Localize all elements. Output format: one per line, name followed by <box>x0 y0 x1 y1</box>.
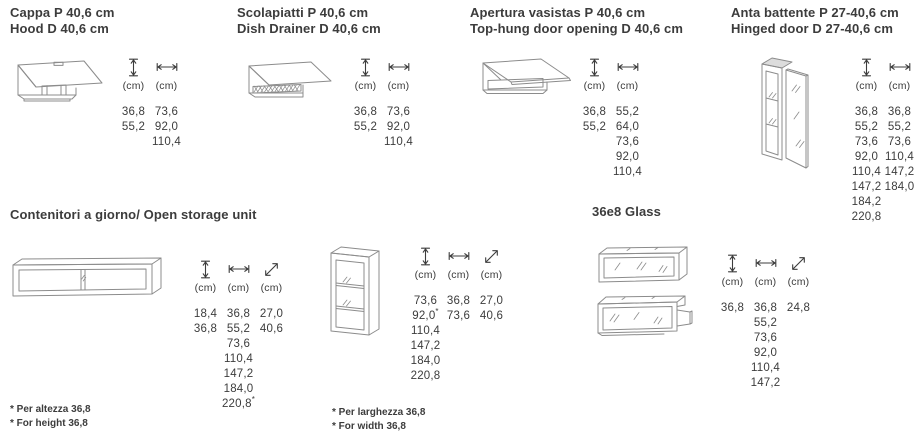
dimension-value: 36,8 <box>446 295 471 307</box>
dimension-values <box>885 105 915 195</box>
dimension-value: 73,6 <box>446 310 471 322</box>
dimension-value: 220,8 <box>410 370 441 382</box>
title-cappa-en: Hood D 40,6 cm <box>10 21 109 36</box>
dimension-column-depth <box>782 253 815 391</box>
dimension-column-height <box>716 253 749 391</box>
dimension-value: 110,4 <box>852 166 881 178</box>
hood-wall-unit-drawing <box>14 55 106 103</box>
unit-label: (cm) <box>888 80 911 92</box>
footnote-height <box>10 403 91 431</box>
dimension-value: 36,8 <box>887 106 912 118</box>
dimension-values <box>852 105 882 225</box>
unit-label: (cm) <box>155 80 178 92</box>
unit-label: (cm) <box>754 276 777 288</box>
height-arrow-icon <box>588 57 601 77</box>
dimension-value: 110,4 <box>152 136 181 148</box>
height-arrow-icon <box>127 57 140 77</box>
dimension-column-height <box>578 57 611 180</box>
dimension-value: 27,0 <box>479 295 504 307</box>
depth-arrow-icon <box>263 259 280 279</box>
dimension-values <box>411 294 441 384</box>
dimension-value: 36,8 <box>582 106 607 118</box>
unit-label: (cm) <box>447 269 470 281</box>
width-arrow-icon <box>448 246 470 266</box>
vertical-open-storage-unit-drawing <box>328 245 385 340</box>
dimension-value: 147,2 <box>410 340 441 352</box>
dimension-value: 110,4 <box>751 362 780 374</box>
dimension-column-height <box>117 57 150 150</box>
dimension-value: 110,4 <box>885 151 914 163</box>
dimension-column-width <box>749 253 782 391</box>
dimension-column-width <box>382 57 415 150</box>
scolapiatti-dimension-table <box>349 57 415 150</box>
width-arrow-icon <box>388 57 410 77</box>
dimension-values <box>447 294 470 324</box>
unit-label: (cm) <box>122 80 145 92</box>
glass-dimension-table <box>716 253 815 391</box>
unit-label: (cm) <box>480 269 503 281</box>
section-title-anta-battente <box>731 5 899 37</box>
width-arrow-icon <box>228 259 250 279</box>
footnote-height-it: * Per altezza 36,8 <box>10 404 91 415</box>
dimension-value: 36,8 <box>753 302 778 314</box>
title-open-storage: Contenitori a giorno/ Open storage unit <box>10 207 257 222</box>
dimension-column-depth <box>255 259 288 412</box>
anta-battente-dimension-table <box>850 57 916 225</box>
dimension-column-height <box>850 57 883 225</box>
dimension-value: 73,6 <box>154 106 179 118</box>
vasistas-dimension-table <box>578 57 644 180</box>
depth-arrow-icon <box>483 246 500 266</box>
open-storage-vertical-dimension-table <box>409 246 508 384</box>
width-arrow-icon <box>156 57 178 77</box>
dimension-value: 36,8 <box>353 106 378 118</box>
dimension-column-width <box>150 57 183 150</box>
dimension-value: 55,2 <box>226 323 251 335</box>
unit-label: (cm) <box>414 269 437 281</box>
dimension-column-height <box>349 57 382 150</box>
dish-drainer-wall-unit-drawing <box>245 57 335 99</box>
title-vasistas-en: Top-hung door opening D 40,6 cm <box>470 21 684 36</box>
section-title-vasistas <box>470 5 683 37</box>
dimension-value: 55,2 <box>121 121 146 133</box>
dimension-value: 110,4 <box>384 136 413 148</box>
dimension-value: 36,8 <box>226 308 251 320</box>
dimension-column-height <box>189 259 222 412</box>
dimension-value: 110,4 <box>411 325 440 337</box>
height-arrow-icon <box>860 57 873 77</box>
dimension-values <box>152 105 181 150</box>
dimension-value: 184,2 <box>851 196 882 208</box>
unit-label: (cm) <box>260 282 283 294</box>
unit-label: (cm) <box>194 282 217 294</box>
dimension-value: 36,8 <box>193 323 218 335</box>
dimension-value: 40,6 <box>479 310 504 322</box>
dimension-values <box>260 307 283 337</box>
dimension-value: 55,2 <box>615 106 640 118</box>
dimension-column-width <box>611 57 644 180</box>
title-scolapiatti-it: Scolapiatti P 40,6 cm <box>237 5 369 20</box>
dimension-value: 92,0 <box>753 347 778 359</box>
dimension-value: 110,4 <box>613 166 642 178</box>
dimension-value: 92,0 <box>386 121 411 133</box>
title-cappa-it: Cappa P 40,6 cm <box>10 5 115 20</box>
section-title-open-storage <box>10 207 257 223</box>
width-arrow-icon <box>889 57 911 77</box>
dimension-value: 55,2 <box>582 121 607 133</box>
dimension-values <box>787 301 810 316</box>
dimension-value: 73,6 <box>615 136 640 148</box>
top-hung-door-wall-unit-drawing <box>479 56 572 96</box>
dimension-value: 36,8 <box>854 106 879 118</box>
height-arrow-icon <box>199 259 212 279</box>
dimension-value: 92,0 <box>154 121 179 133</box>
unit-label: (cm) <box>787 276 810 288</box>
dimension-values <box>583 105 606 135</box>
footnote-width <box>332 406 425 434</box>
dimension-values <box>751 301 781 391</box>
dimension-value: 184,0 <box>223 383 254 395</box>
dimension-value: 110,4 <box>224 353 253 365</box>
dimension-value: 27,0 <box>259 308 284 320</box>
dimension-column-width <box>222 259 255 412</box>
dimension-value: 73,6 <box>386 106 411 118</box>
title-anta-en: Hinged door D 27-40,6 cm <box>731 21 894 36</box>
footnote-height-en: * For height 36,8 <box>10 418 88 429</box>
dimension-value: 220,8 <box>851 211 882 223</box>
section-title-cappa <box>10 5 115 37</box>
dimension-value: 73,6 <box>887 136 912 148</box>
glass-stepped-wall-unit-drawing <box>596 293 693 337</box>
dimension-values <box>222 307 255 412</box>
unit-label: (cm) <box>616 80 639 92</box>
unit-label: (cm) <box>721 276 744 288</box>
dimension-value: 55,2 <box>753 317 778 329</box>
dimension-value: 73,6 <box>226 338 251 350</box>
dimension-value: 36,8 <box>720 302 745 314</box>
dimension-values <box>194 307 217 337</box>
footnote-width-it: * Per larghezza 36,8 <box>332 407 426 418</box>
dimension-column-width <box>442 246 475 384</box>
unit-label: (cm) <box>227 282 250 294</box>
dimension-value: 147,2 <box>884 166 915 178</box>
height-arrow-icon <box>726 253 739 273</box>
glass-wall-unit-drawing <box>597 245 689 284</box>
dimension-value: 92,0* <box>412 307 439 322</box>
unit-label: (cm) <box>855 80 878 92</box>
dimension-column-width <box>883 57 916 225</box>
height-arrow-icon <box>419 246 432 266</box>
dimension-value: 55,2 <box>887 121 912 133</box>
dimension-values <box>721 301 744 316</box>
dimension-value: 73,6 <box>753 332 778 344</box>
footnote-width-en: * For width 36,8 <box>332 421 406 432</box>
height-arrow-icon <box>359 57 372 77</box>
unit-label: (cm) <box>354 80 377 92</box>
dimension-value: 40,6 <box>259 323 284 335</box>
section-title-scolapiatti <box>237 5 381 37</box>
dimension-value: 64,0 <box>615 121 640 133</box>
cappa-dimension-table <box>117 57 183 150</box>
dimension-value: 92,0 <box>615 151 640 163</box>
dimension-value: 55,2 <box>353 121 378 133</box>
dimension-value: 73,6 <box>413 295 438 307</box>
open-storage-horizontal-dimension-table <box>189 259 288 412</box>
depth-arrow-icon <box>790 253 807 273</box>
dimension-value: 147,2 <box>223 368 254 380</box>
dimension-values <box>480 294 503 324</box>
dimension-column-height <box>409 246 442 384</box>
unit-label: (cm) <box>583 80 606 92</box>
width-arrow-icon <box>755 253 777 273</box>
unit-label: (cm) <box>387 80 410 92</box>
dimension-values <box>354 105 377 135</box>
dimension-value: 36,8 <box>121 106 146 118</box>
dimension-value: 147,2 <box>851 181 882 193</box>
dimension-value: 92,0 <box>854 151 879 163</box>
dimension-value: 220,8* <box>221 395 256 410</box>
title-vasistas-it: Apertura vasistas P 40,6 cm <box>470 5 646 20</box>
dimension-value: 147,2 <box>750 377 781 389</box>
section-title-glass <box>592 204 661 220</box>
dimension-value: 184,0 <box>410 355 441 367</box>
dimension-values <box>613 105 642 180</box>
dimension-values <box>384 105 413 150</box>
dimension-value: 73,6 <box>854 136 879 148</box>
title-anta-it: Anta battente P 27-40,6 cm <box>731 5 899 20</box>
dimension-value: 184,0 <box>884 181 915 193</box>
dimension-value: 55,2 <box>854 121 879 133</box>
title-glass: 36e8 Glass <box>592 204 661 219</box>
title-scolapiatti-en: Dish Drainer D 40,6 cm <box>237 21 381 36</box>
dimension-values <box>122 105 145 135</box>
horizontal-open-storage-unit-drawing <box>10 256 163 303</box>
dimension-value: 18,4 <box>193 308 218 320</box>
width-arrow-icon <box>617 57 639 77</box>
hinged-door-tall-unit-drawing <box>760 56 810 172</box>
dimension-value: 24,8 <box>786 302 811 314</box>
dimension-column-depth <box>475 246 508 384</box>
